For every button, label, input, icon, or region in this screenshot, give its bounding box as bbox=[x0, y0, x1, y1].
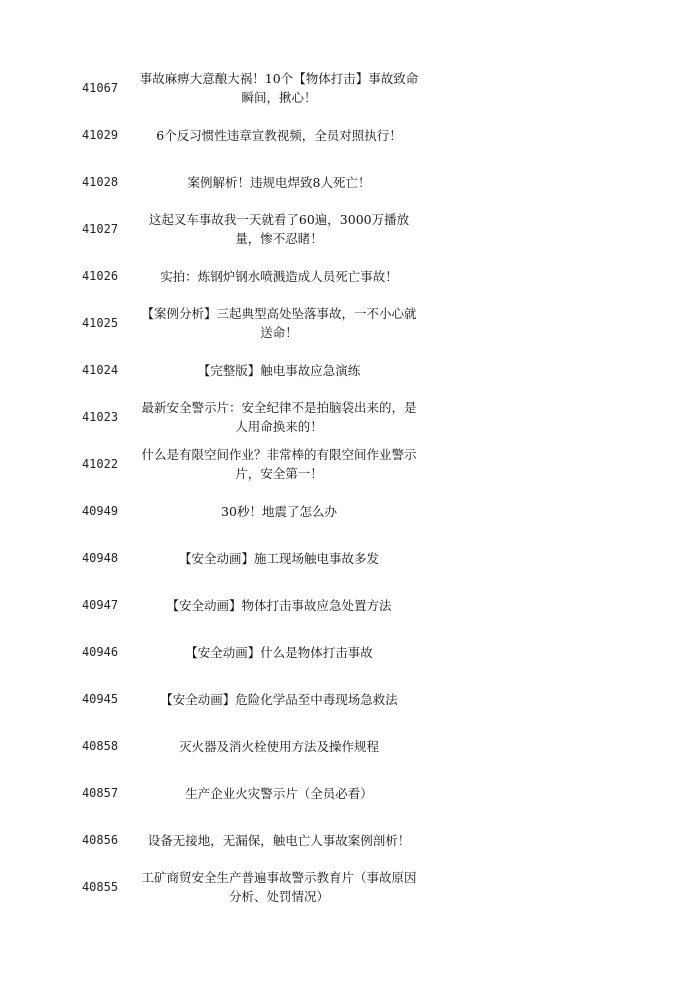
table-row bbox=[0, 773, 700, 813]
row-title: 【安全动画】危险化学品至中毒现场急救法 bbox=[160, 691, 398, 707]
table-row bbox=[0, 491, 700, 531]
row-id: 41028 bbox=[81, 175, 119, 189]
row-id: 40858 bbox=[81, 739, 119, 753]
row-title: 最新安全警示片：安全纪律不是拍脑袋出来的，是人用命换来的！ bbox=[141, 400, 417, 434]
row-id: 41029 bbox=[81, 128, 119, 142]
row-id: 41022 bbox=[81, 457, 119, 471]
row-id: 40857 bbox=[81, 786, 119, 800]
table-row bbox=[0, 444, 700, 484]
row-id: 40949 bbox=[81, 504, 119, 518]
table-row bbox=[0, 350, 700, 390]
table-row bbox=[0, 397, 700, 437]
table-row bbox=[0, 632, 700, 672]
table-row bbox=[0, 585, 700, 625]
table-row bbox=[0, 68, 700, 108]
row-id: 40855 bbox=[81, 880, 119, 894]
row-id: 40856 bbox=[81, 833, 119, 847]
table-row bbox=[0, 820, 700, 860]
row-id: 41025 bbox=[81, 316, 119, 330]
row-title: 什么是有限空间作业？非常棒的有限空间作业警示片，安全第一！ bbox=[141, 447, 417, 481]
row-id: 40945 bbox=[81, 692, 119, 706]
row-title: 案例解析！违规电焊致8人死亡！ bbox=[187, 174, 371, 190]
row-title: 【案例分析】三起典型高处坠落事故，一不小心就送命！ bbox=[141, 306, 417, 340]
row-title: 这起叉车事故我一天就看了60遍，3000万播放量，惨不忍睹！ bbox=[148, 212, 410, 246]
row-id: 41023 bbox=[81, 410, 119, 424]
row-title: 【安全动画】施工现场触电事故多发 bbox=[178, 550, 379, 566]
row-title: 30秒！地震了怎么办 bbox=[221, 503, 337, 519]
table-row bbox=[0, 726, 700, 766]
row-title: 【安全动画】什么是物体打击事故 bbox=[185, 644, 373, 660]
row-title: 实拍：炼钢炉钢水喷溅造成人员死亡事故！ bbox=[160, 268, 398, 284]
row-title: 工矿商贸安全生产普遍事故警示教育片（事故原因分析、处罚情况） bbox=[141, 870, 417, 904]
row-title: 【安全动画】物体打击事故应急处置方法 bbox=[166, 597, 392, 613]
row-title: 设备无接地，无漏保，触电亡人事故案例剖析！ bbox=[147, 832, 411, 848]
table-row bbox=[0, 115, 700, 155]
row-title: 灭火器及消火栓使用方法及操作规程 bbox=[178, 738, 379, 754]
row-id: 40948 bbox=[81, 551, 119, 565]
row-id: 41067 bbox=[81, 81, 119, 95]
row-title: 6个反习惯性违章宣教视频，全员对照执行！ bbox=[156, 127, 402, 143]
row-id: 40947 bbox=[81, 598, 119, 612]
row-id: 40946 bbox=[81, 645, 119, 659]
row-title: 【完整版】触电事故应急演练 bbox=[197, 362, 361, 378]
row-id: 41026 bbox=[81, 269, 119, 283]
row-title: 生产企业火灾警示片（全员必看） bbox=[185, 785, 373, 801]
table-row bbox=[0, 303, 700, 343]
table-row bbox=[0, 162, 700, 202]
table-row bbox=[0, 209, 700, 249]
row-id: 41027 bbox=[81, 222, 119, 236]
table-row bbox=[0, 867, 700, 907]
table-row bbox=[0, 538, 700, 578]
row-title: 事故麻痹大意酿大祸！10个【物体打击】事故致命瞬间，揪心！ bbox=[139, 71, 419, 105]
table-row bbox=[0, 679, 700, 719]
table-row bbox=[0, 256, 700, 296]
row-id: 41024 bbox=[81, 363, 119, 377]
